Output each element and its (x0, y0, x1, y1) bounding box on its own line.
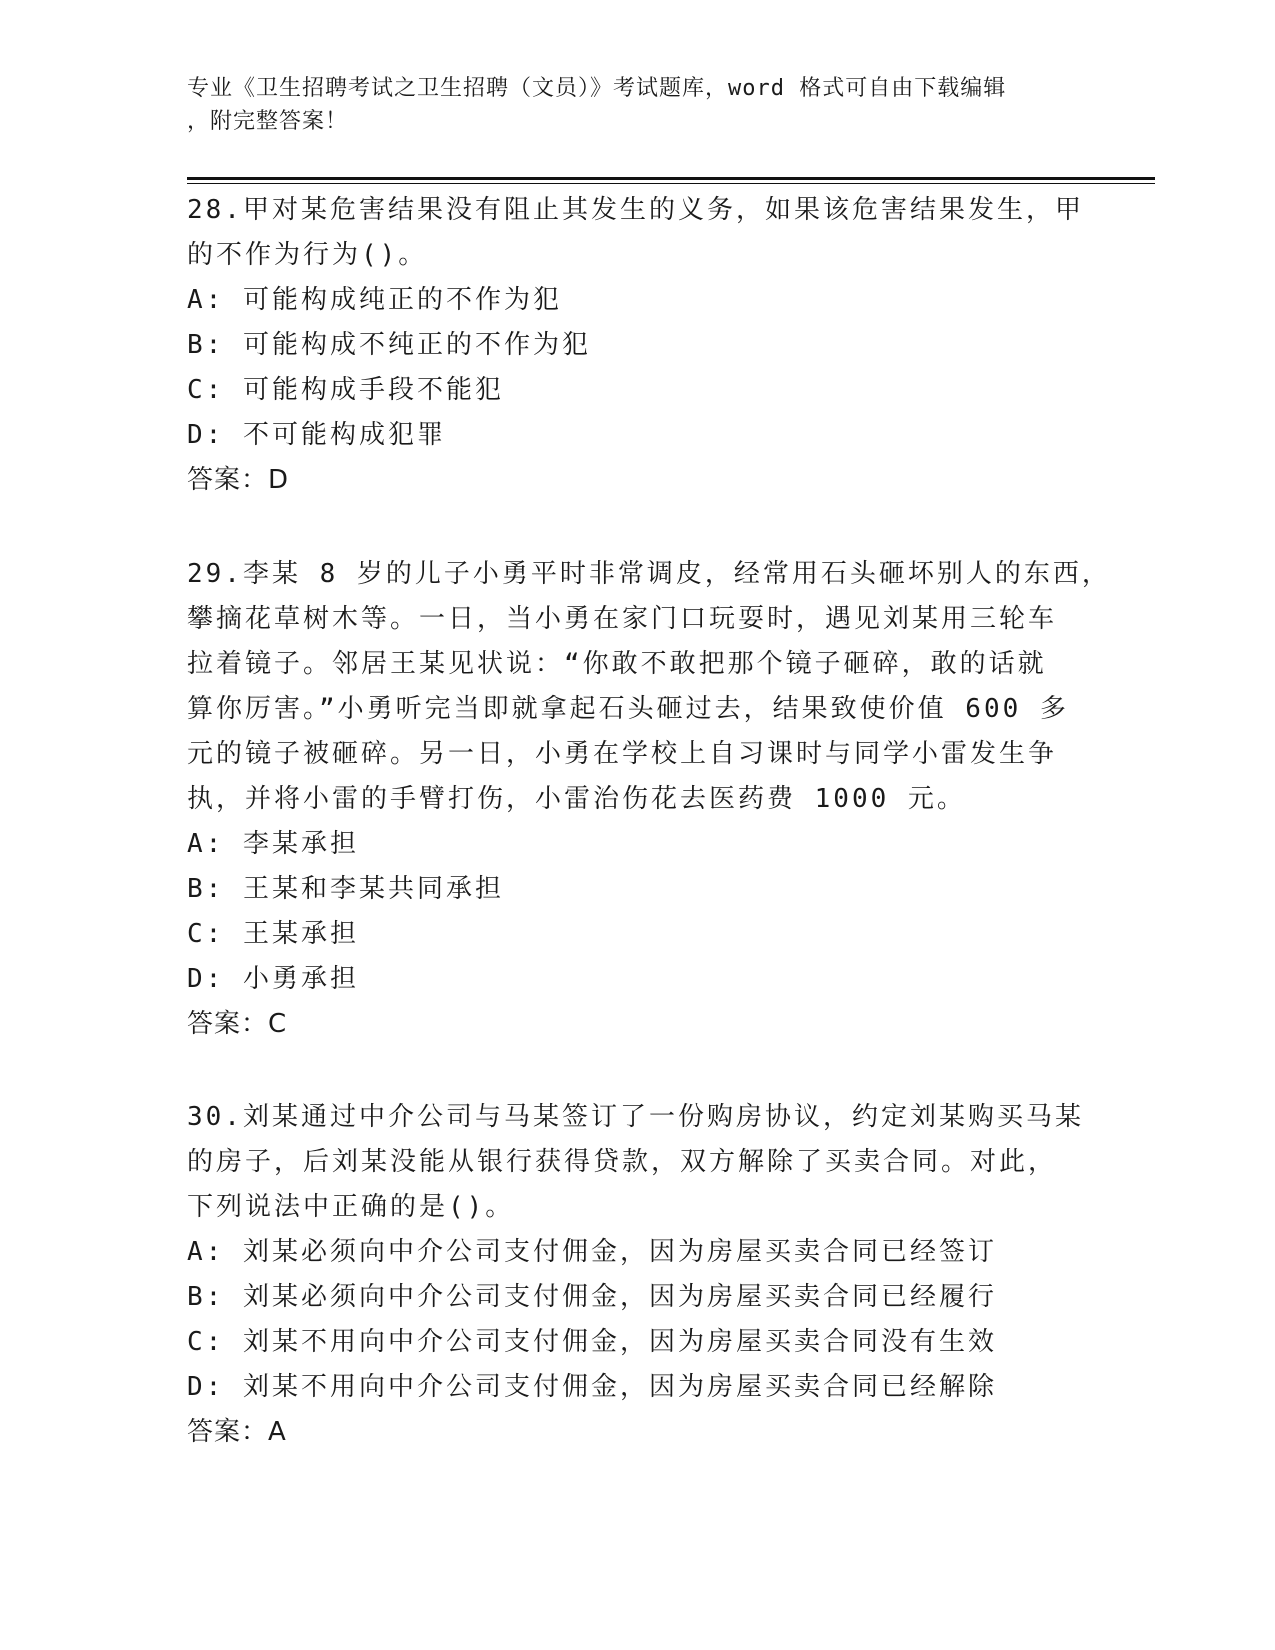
question-stem-line: 执，并将小雷的手臂打伤，小雷治伤花去医药费 1000 元。 (187, 784, 966, 814)
question-30 (187, 1095, 1087, 1455)
header-divider-thin (187, 183, 1155, 184)
header-divider-thick (187, 177, 1155, 180)
question-stem-line: 元的镜子被砸碎。另一日，小勇在学校上自习课时与同学小雷发生争 (187, 739, 1058, 769)
answer-label: 答案：C (187, 1009, 288, 1039)
question-stem-line: 算你厉害。”小勇听完当即就拿起石头砸过去，结果致使价值 600 多 (187, 694, 1069, 724)
option-d: D: 小勇承担 (187, 964, 359, 994)
option-d: D: 刘某不用向中介公司支付佣金，因为房屋买卖合同已经解除 (187, 1372, 997, 1402)
question-stem-line: 下列说法中正确的是()。 (187, 1192, 515, 1222)
question-stem-line: 攀摘花草树木等。一日，当小勇在家门口玩耍时，遇见刘某用三轮车 (187, 604, 1058, 634)
option-b: B: 刘某必须向中介公司支付佣金，因为房屋买卖合同已经履行 (187, 1282, 997, 1312)
option-c: C: 可能构成手段不能犯 (187, 375, 504, 405)
question-stem-line: 的不作为行为()。 (187, 240, 428, 270)
question-stem-line: 28.甲对某危害结果没有阻止其发生的义务，如果该危害结果发生，甲 (187, 195, 1084, 225)
header-line-1: 专业《卫生招聘考试之卫生招聘（文员）》考试题库，word 格式可自由下载编辑 (187, 76, 1007, 101)
answer-label: 答案：A (187, 1417, 287, 1447)
question-28 (187, 188, 1087, 503)
option-a: A: 刘某必须向中介公司支付佣金，因为房屋买卖合同已经签订 (187, 1237, 997, 1267)
question-stem-line: 30.刘某通过中介公司与马某签订了一份购房协议，约定刘某购买马某 (187, 1102, 1084, 1132)
question-29 (187, 552, 1111, 1047)
option-c: C: 刘某不用向中介公司支付佣金，因为房屋买卖合同没有生效 (187, 1327, 997, 1357)
question-stem-line: 29.李某 8 岁的儿子小勇平时非常调皮，经常用石头砸坏别人的东西， (187, 559, 1111, 589)
option-a: A: 可能构成纯正的不作为犯 (187, 285, 562, 315)
answer-label: 答案：D (187, 465, 290, 495)
header-line-2: ，附完整答案！ (187, 109, 349, 134)
option-c: C: 王某承担 (187, 919, 359, 949)
option-a: A: 李某承担 (187, 829, 359, 859)
question-stem-line: 的房子，后刘某没能从银行获得贷款，双方解除了买卖合同。对此， (187, 1147, 1058, 1177)
option-d: D: 不可能构成犯罪 (187, 420, 446, 450)
option-b: B: 可能构成不纯正的不作为犯 (187, 330, 591, 360)
document-header (187, 72, 1067, 138)
option-b: B: 王某和李某共同承担 (187, 874, 504, 904)
question-stem-line: 拉着镜子。邻居王某见状说：“你敢不敢把那个镜子砸碎，敢的话就 (187, 649, 1047, 679)
